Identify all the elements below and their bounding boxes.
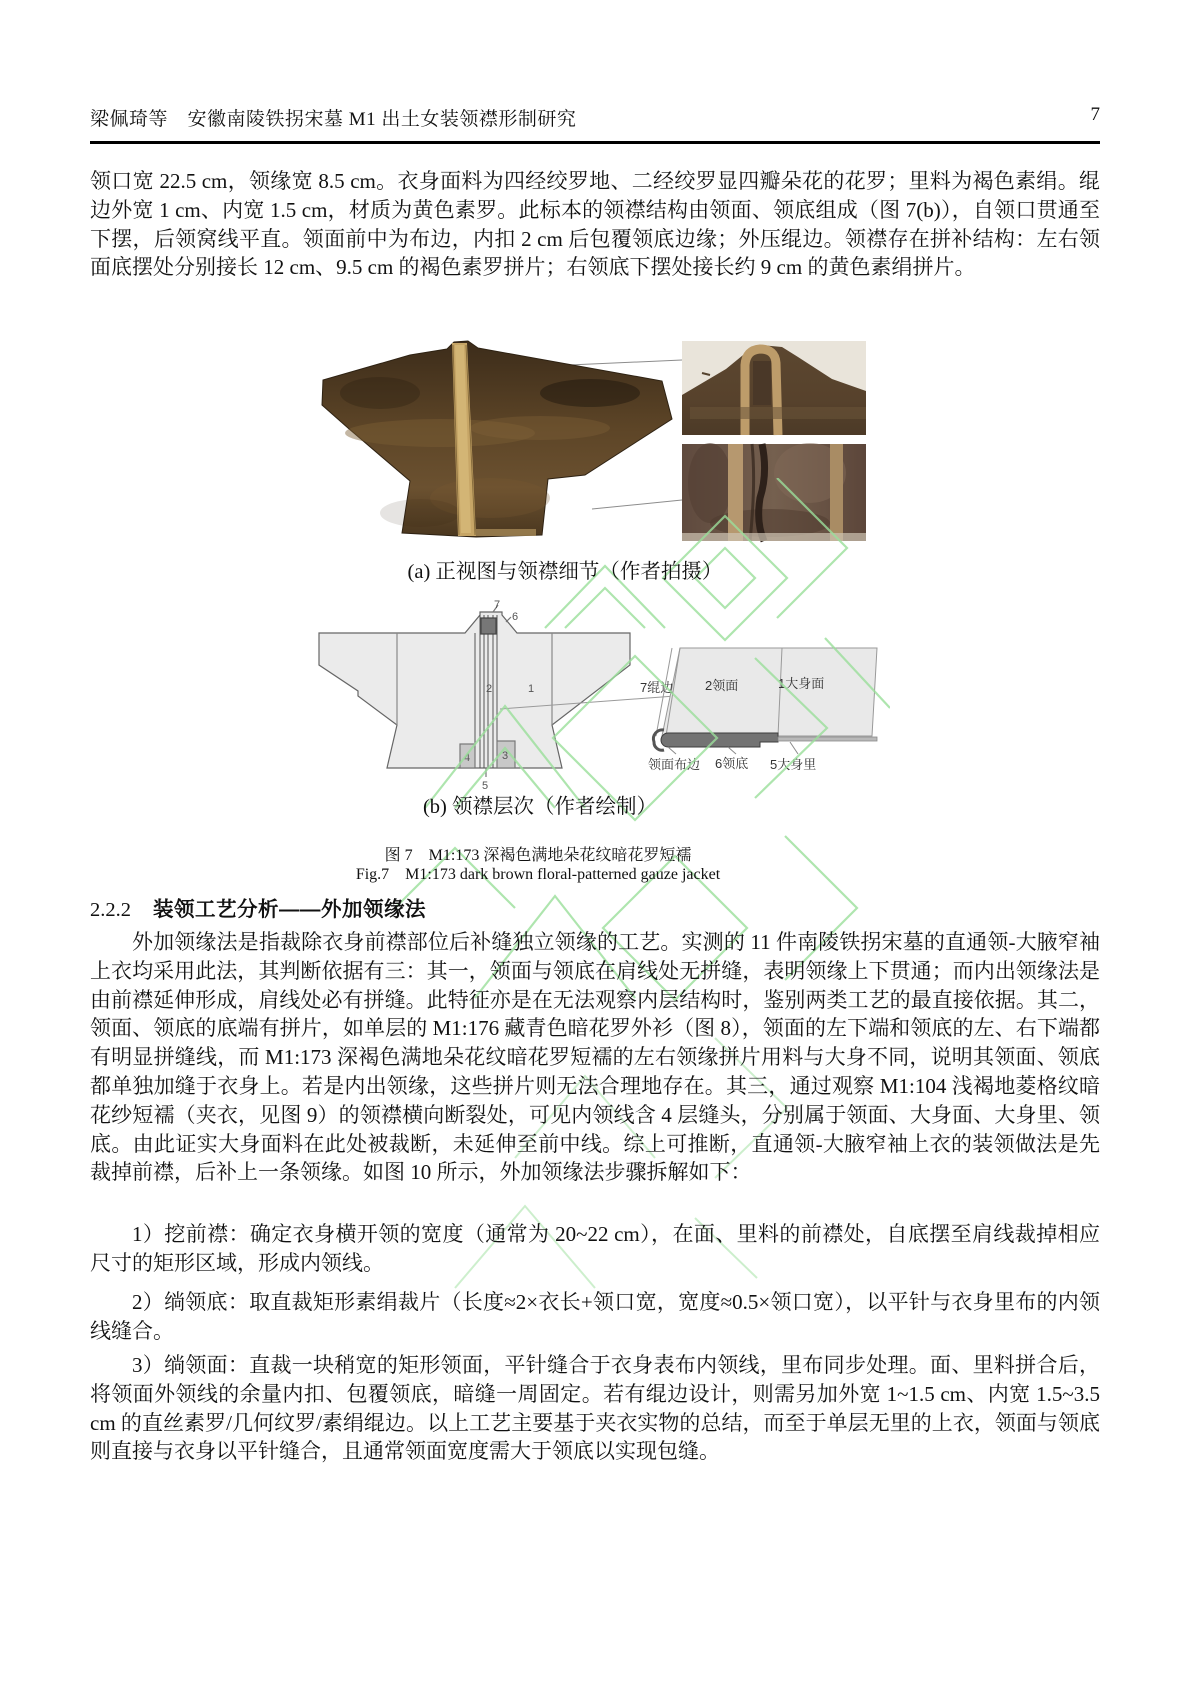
svg-text:6领底: 6领底: [715, 756, 749, 771]
collar-cross-section: [653, 648, 877, 754]
jacket-diagram: [319, 605, 630, 777]
svg-text:4: 4: [464, 752, 471, 764]
svg-text:2领面: 2领面: [705, 678, 739, 693]
svg-text:5: 5: [482, 780, 489, 792]
svg-text:2: 2: [486, 683, 493, 695]
running-header: 梁佩琦等 安徽南陵铁拐宋墓 M1 出土女装领襟形制研究: [90, 109, 577, 130]
caption-b: (b) 领襟层次（作者绘制）: [422, 796, 658, 818]
svg-text:7: 7: [494, 599, 501, 611]
caption-a: (a) 正视图与领襟细节（作者拍摄）: [407, 561, 723, 583]
section-heading: [90, 892, 1100, 922]
paragraph-step1: 1）挖前襟：确定衣身横开领的宽度（通常为 20~22 cm），在面、里料的前襟处，自底摆至肩线裁掉相应尺寸的矩形区域，形成内领线。: [90, 1222, 1100, 1275]
paragraph-analysis: 外加领缘法是指裁除衣身前襟部位后补缝独立领缘的工艺。实测的 11 件南陵铁拐宋墓的直通领-大腋窄袖上衣均采用此法，其判断依据有三：其一，领面与领底在肩线处无拼缝，表明领缘上下贯通；而内出领缘法是由前襟延伸形成，肩线处必有拼缝。此特征亦是在无法观察内层结构时，鉴别两类工艺的最直接依据。其二，领面、领底的底端有拼片，如单层的 M1:176 藏青色暗花罗外衫（图 8），领面的左下端和领底的左、右下端都有明显拼缝线，而 M1:173 深褐色满地朵花纹暗花罗短襦的左右领缘拼片用料与大身不同，说明其领面、领底都单独加缝于衣身上。若是内出领缘，这些拼片则无法合理地存在。其三，通过观察 M1:104 浅褐地菱格纹暗花纱短襦（夹衣，见图 9）的领襟横向断裂处，可见内领线含 4 层缝头，分别属于领面、大身面、大身里、领底。由此证实大身面料在此处被裁断，未延伸至前中线。综上可推断，直通领-大腋窄袖上衣的装领做法是先裁掉前襟，后补上一条领缘。如图 10 所示，外加领缘法步骤拆解如下：: [90, 930, 1100, 1185]
collar-front-detail-photo: [682, 443, 866, 541]
figure7b-diagram: [290, 596, 882, 796]
header-rule: [90, 141, 1100, 144]
section-number: 2.2.2: [90, 899, 131, 921]
figure7-caption-zh: 图 7 M1:173 深褐色满地朵花纹暗花罗短襦: [384, 847, 692, 864]
paragraph-intro: 领口宽 22.5 cm，领缘宽 8.5 cm。衣身面料为四经绞罗地、二经绞罗显四瓣朵花的花罗；里料为褐色素绢。绲边外宽 1 cm、内宽 1.5 cm，材质为黄色素罗。此标本的领襟结构由领面、领底组成（图 7(b)），自领口贯通至下摆，后领窝线平直。领面前中为布边，内扣 2 cm 后包覆领底边缘；外压绲边。领襟存在拼补结构：左右领面底摆处分别接长 12 cm、9.5 cm 的褐色素罗拼片；右领底下摆处接长约 9 cm 的黄色素绢拼片。: [90, 169, 1100, 280]
figure7a-photos: [290, 333, 880, 548]
page-number: 7: [1090, 104, 1100, 125]
svg-text:1: 1: [528, 683, 535, 695]
svg-text:5大身里: 5大身里: [770, 757, 817, 772]
paragraph-step2: 2）绱领底：取直裁矩形素绢裁片（长度≈2×衣长+领口宽，宽度≈0.5×领口宽），以平针与衣身里布的内领线缝合。: [90, 1290, 1100, 1343]
section-title: 装领工艺分析——外加领缘法: [153, 898, 426, 921]
svg-text:7绲边: 7绲边: [640, 680, 674, 695]
svg-text:6: 6: [512, 611, 519, 623]
svg-text:1大身面: 1大身面: [778, 676, 825, 691]
figure7-caption-en: Fig.7 M1:173 dark brown floral-patterned gauze jacket: [355, 866, 721, 883]
svg-text:3: 3: [502, 750, 509, 762]
collar-back-detail-photo: [682, 341, 866, 435]
paragraph-step3: 3）绱领面：直裁一块稍宽的矩形领面，平针缝合于衣身表布内领线，里布同步处理。面、里料拼合后，将领面外领线的余量内扣、包覆领底，暗缝一周固定。若有绲边设计，则需另加外宽 1~1.5 cm、内宽 1.5~3.5 cm 的直丝素罗/几何纹罗/素绢绲边。以上工艺主要基于夹衣实物的总结，而至于单层无里的上衣，领面与领底则直接与衣身以平针缝合，且通常领面宽度需大于领底以实现包缝。: [90, 1353, 1100, 1464]
jacket-front-photo: [322, 341, 672, 537]
svg-text:领面布边: 领面布边: [648, 757, 701, 772]
